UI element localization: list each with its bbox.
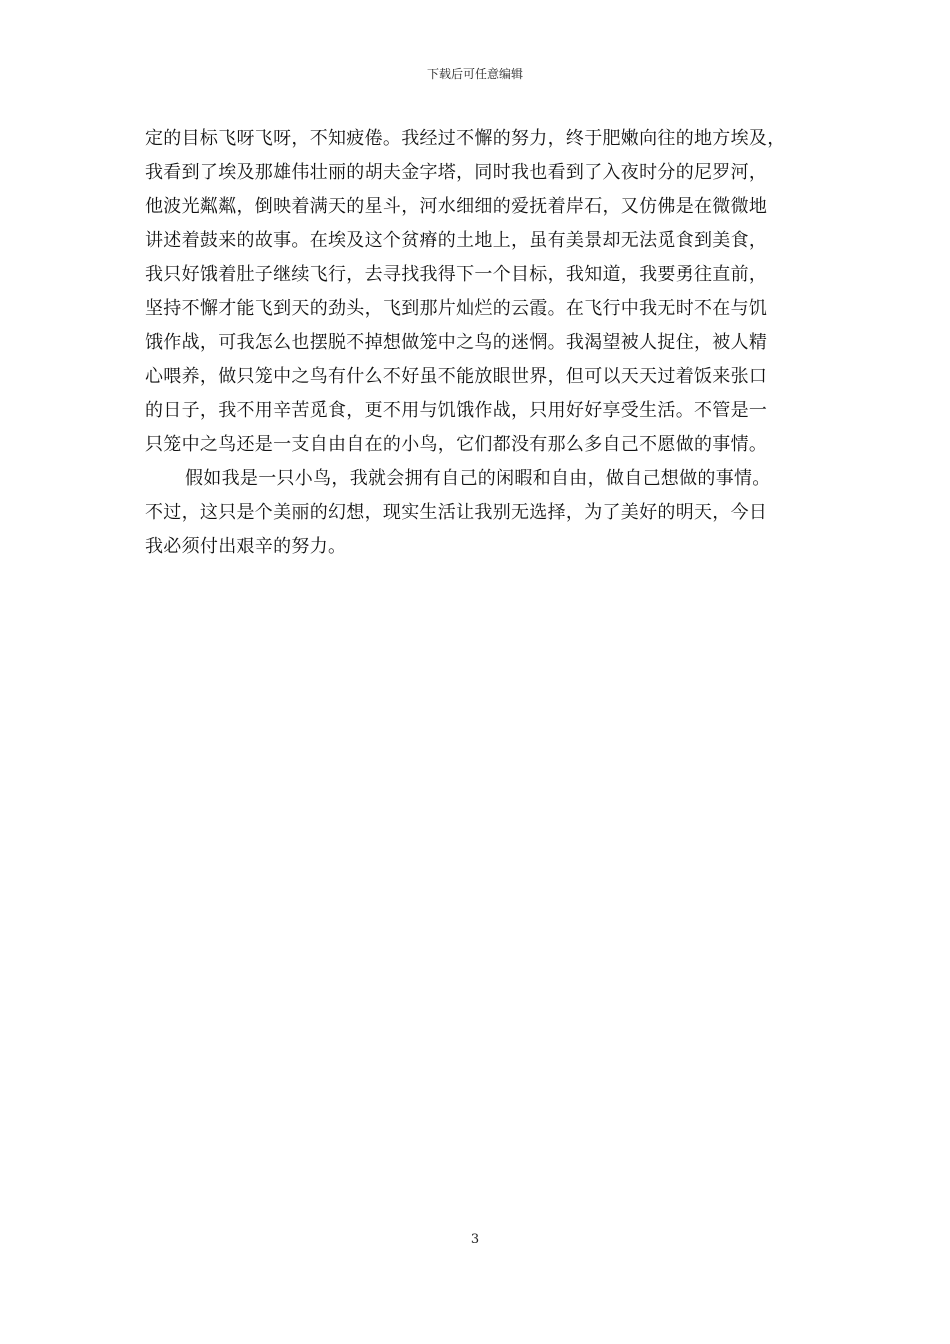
page-header: 下载后可任意编辑 (426, 67, 523, 81)
text-line: 定的目标飞呀飞呀，不知疲倦。我经过不懈的努力，终于肥嫩向往的地方埃及， (145, 128, 786, 149)
text-line: 饿作战，可我怎么也摆脱不掉想做笼中之鸟的迷惘。我渴望被人捉住，被人精 (145, 332, 768, 353)
text-line: 心喂养，做只笼中之鸟有什么不好虽不能放眼世界，但可以天天过着饭来张口 (145, 366, 768, 387)
body-text (145, 122, 825, 564)
text-line: 我只好饿着肚子继续飞行，去寻找我得下一个目标，我知道，我要勇往直前， (145, 264, 768, 285)
text-line: 不过，这只是个美丽的幻想，现实生活让我别无选择，为了美好的明天，今日 (145, 502, 768, 523)
text-line: 我必须付出艰辛的努力。 (145, 536, 347, 557)
text-line: 他波光粼粼，倒映着满天的星斗，河水细细的爱抚着岸石，又仿佛是在微微地 (145, 196, 768, 217)
text-line: 只笼中之鸟还是一支自由自在的小鸟，它们都没有那么多自己不愿做的事情。 (145, 434, 768, 455)
text-line: 讲述着鼓来的故事。在埃及这个贫瘠的土地上，虽有美景却无法觅食到美食， (145, 230, 768, 251)
text-line: 我看到了埃及那雄伟壮丽的胡夫金字塔，同时我也看到了入夜时分的尼罗河， (145, 162, 768, 183)
text-line: 的日子，我不用辛苦觅食，更不用与饥饿作战，只用好好享受生活。不管是一 (145, 400, 768, 421)
page-number: 3 (470, 1232, 480, 1247)
text-line-indented: 假如我是一只小鸟，我就会拥有自己的闲暇和自由，做自己想做的事情。 (185, 468, 771, 489)
text-line: 坚持不懈才能飞到天的劲头，飞到那片灿烂的云霞。在飞行中我无时不在与饥 (145, 298, 768, 319)
